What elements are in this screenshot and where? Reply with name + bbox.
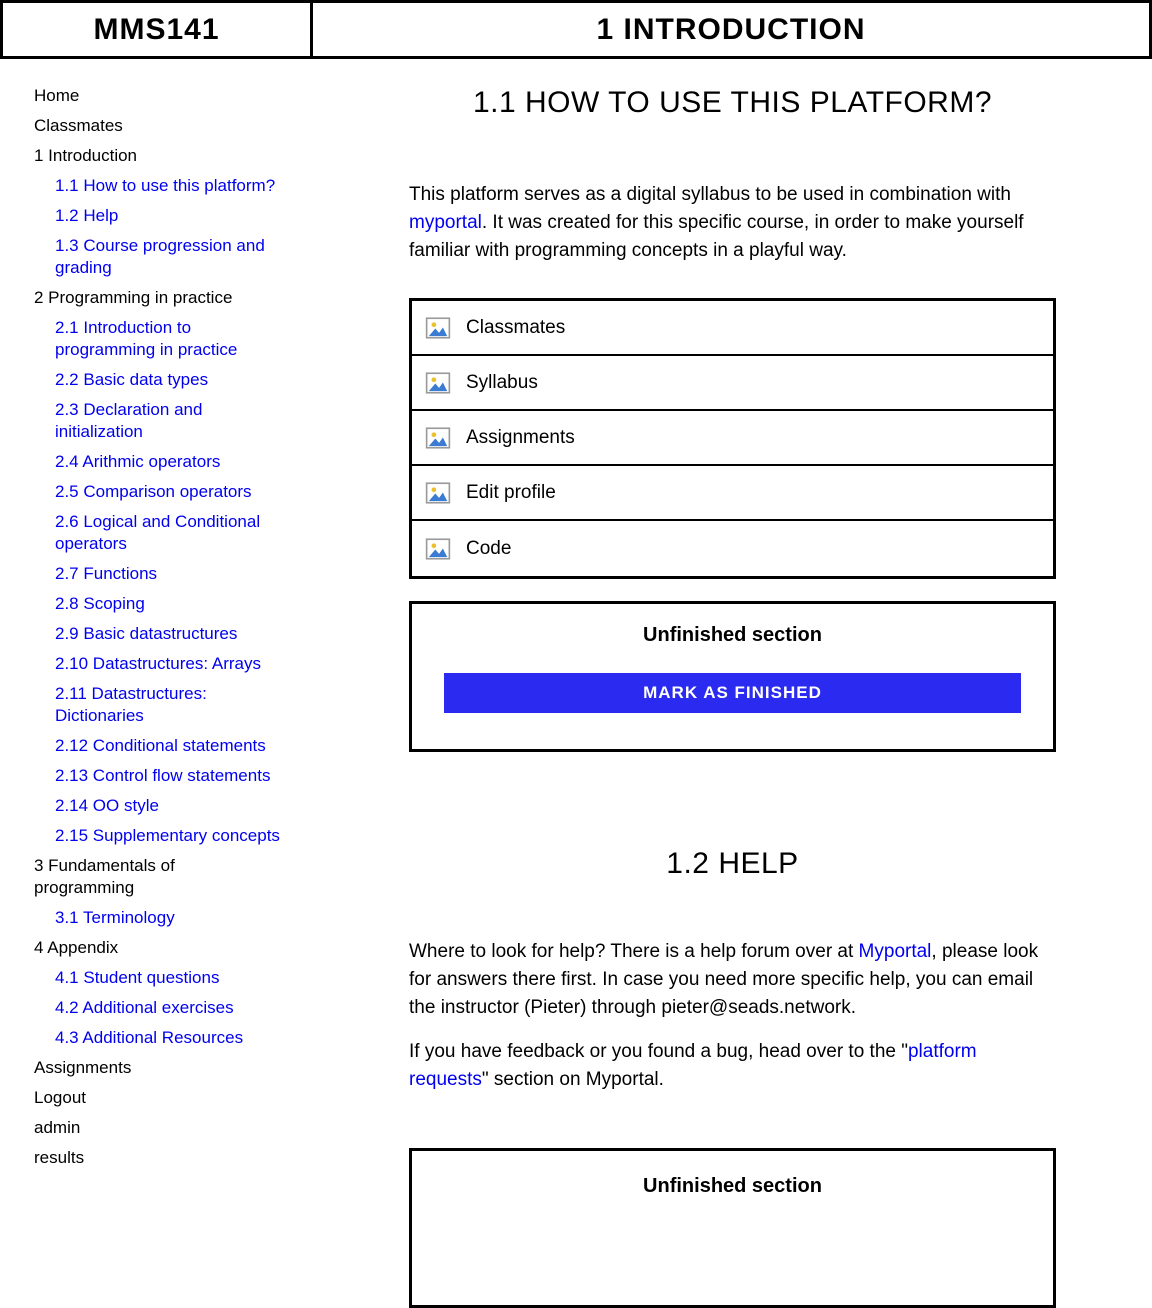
sidebar-item-3-fundamentals-of-programming[interactable]: 3 Fundamentals of programming <box>34 856 175 897</box>
sidebar-item-home[interactable]: Home <box>34 86 80 105</box>
sidebar-item-2-10-datastructures-arrays[interactable]: 2.10 Datastructures: Arrays <box>55 654 261 673</box>
image-icon <box>425 425 451 451</box>
unfinished-section-label: Unfinished section <box>643 1175 822 1197</box>
sidebar-item-1-2-help[interactable]: 1.2 Help <box>55 206 119 225</box>
sidebar-item-classmates[interactable]: Classmates <box>34 116 123 135</box>
myportal-help-link[interactable]: Myportal <box>858 941 932 962</box>
sidebar-item-2-5-comparison-operators[interactable]: 2.5 Comparison operators <box>55 482 252 501</box>
sidebar <box>0 59 313 1177</box>
main-content <box>313 59 1152 1308</box>
sidebar-item-3-1-terminology[interactable]: 3.1 Terminology <box>55 908 175 927</box>
sidebar-item-2-3-declaration-and-initialization[interactable]: 2.3 Declaration and initialization <box>55 400 203 441</box>
intro-paragraph-post: . It was created for this specific course, in order to make yourself familiar with programming concepts in a playful way. <box>409 212 1024 261</box>
platform-links-box <box>409 298 1056 579</box>
sidebar-item-2-7-functions[interactable]: 2.7 Functions <box>55 564 158 583</box>
mark-as-finished-button[interactable]: MARK AS FINISHED <box>444 673 1021 713</box>
sidebar-item-2-9-basic-datastructures[interactable]: 2.9 Basic datastructures <box>55 624 238 643</box>
link-row-classmates[interactable] <box>412 301 1053 356</box>
sidebar-item-4-1-student-questions[interactable]: 4.1 Student questions <box>55 968 220 987</box>
image-icon <box>425 480 451 506</box>
help-paragraph-post: , please look for answers there first. In case you need more specific help, you can email the instructor (Pieter) through pieter@seads.network. <box>409 941 1039 1018</box>
feedback-paragraph-post: " section on Myportal. <box>481 1069 664 1090</box>
sidebar-item-1-1-how-to-use-this-platform[interactable]: 1.1 How to use this platform? <box>55 176 276 195</box>
sidebar-item-2-14-oo-style[interactable]: 2.14 OO style <box>55 796 159 815</box>
chapter-title: 1 INTRODUCTION <box>596 12 866 46</box>
link-row-label: Syllabus <box>466 371 538 393</box>
section-1-2-heading: 1.2 HELP <box>666 847 799 880</box>
sidebar-item-2-2-basic-data-types[interactable]: 2.2 Basic data types <box>55 370 209 389</box>
sidebar-item-1-introduction[interactable]: 1 Introduction <box>34 146 138 165</box>
unfinished-section-box-2 <box>409 1148 1056 1308</box>
sidebar-item-2-4-arithmic-operators[interactable]: 2.4 Arithmic operators <box>55 452 221 471</box>
sidebar-item-2-8-scoping[interactable]: 2.8 Scoping <box>55 594 145 613</box>
sidebar-item-logout[interactable]: Logout <box>34 1088 86 1107</box>
sidebar-item-admin[interactable]: admin <box>34 1118 81 1137</box>
sidebar-item-2-programming-in-practice[interactable]: 2 Programming in practice <box>34 288 233 307</box>
platform-requests-link[interactable]: platform requests <box>409 1041 977 1090</box>
sidebar-item-4-3-additional-resources[interactable]: 4.3 Additional Resources <box>55 1028 244 1047</box>
sidebar-item-2-13-control-flow-statements[interactable]: 2.13 Control flow statements <box>55 766 271 785</box>
sidebar-item-1-3-course-progression-and-grading[interactable]: 1.3 Course progression and grading <box>55 236 265 277</box>
link-row-label: Classmates <box>466 316 566 338</box>
sidebar-item-2-6-logical-and-conditional-operators[interactable]: 2.6 Logical and Conditional operators <box>55 512 261 553</box>
image-icon <box>425 315 451 341</box>
link-row-edit-profile[interactable] <box>412 466 1053 521</box>
link-row-label: Code <box>466 537 512 559</box>
sidebar-item-2-12-conditional-statements[interactable]: 2.12 Conditional statements <box>55 736 266 755</box>
link-row-code[interactable] <box>412 521 1053 576</box>
sidebar-item-4-appendix[interactable]: 4 Appendix <box>34 938 119 957</box>
link-row-label: Assignments <box>466 426 575 448</box>
sidebar-list <box>34 85 295 1169</box>
image-icon <box>425 536 451 562</box>
link-row-syllabus[interactable] <box>412 356 1053 411</box>
unfinished-section-box-1 <box>409 601 1056 752</box>
sidebar-item-2-15-supplementary-concepts[interactable]: 2.15 Supplementary concepts <box>55 826 280 845</box>
page-layout <box>0 59 1152 1308</box>
sidebar-item-2-11-datastructures-dictionaries[interactable]: 2.11 Datastructures: Dictionaries <box>55 684 207 725</box>
feedback-paragraph-pre: If you have feedback or you found a bug, head over to the " <box>409 1041 908 1062</box>
sidebar-item-2-1-introduction-to-programming[interactable]: 2.1 Introduction to programming in practice <box>55 318 238 359</box>
course-title: MMS141 <box>3 3 313 56</box>
myportal-link[interactable]: myportal <box>409 212 482 233</box>
link-row-label: Edit profile <box>466 481 556 503</box>
intro-paragraph <box>409 181 1056 265</box>
help-paragraph <box>409 938 1056 1022</box>
sidebar-item-assignments[interactable]: Assignments <box>34 1058 132 1077</box>
intro-paragraph-pre: This platform serves as a digital syllabus to be used in combination with <box>409 184 1011 205</box>
feedback-paragraph <box>409 1038 1056 1094</box>
sidebar-item-results[interactable]: results <box>34 1148 85 1167</box>
unfinished-section-label: Unfinished section <box>643 624 822 646</box>
sidebar-item-4-2-additional-exercises[interactable]: 4.2 Additional exercises <box>55 998 234 1017</box>
image-icon <box>425 370 451 396</box>
page-header <box>0 0 1152 59</box>
link-row-assignments[interactable] <box>412 411 1053 466</box>
help-paragraph-pre: Where to look for help? There is a help forum over at <box>409 941 859 962</box>
section-1-1-heading: 1.1 HOW TO USE THIS PLATFORM? <box>472 86 993 119</box>
